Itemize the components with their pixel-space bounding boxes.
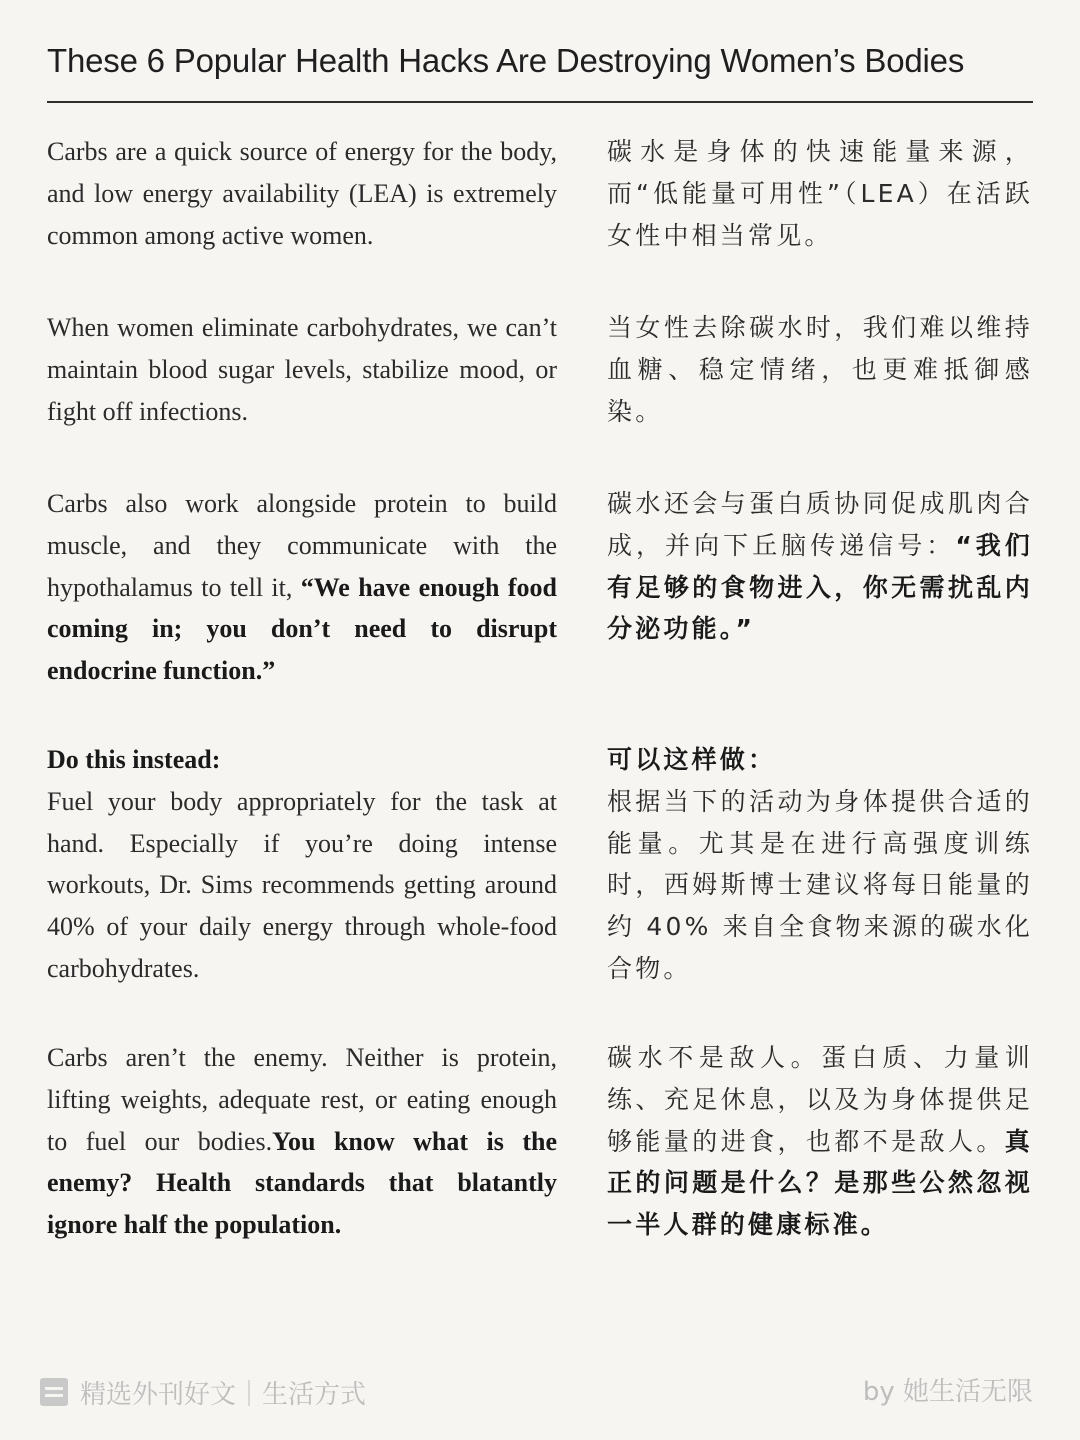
english-paragraph-4: [47, 739, 557, 990]
english-paragraph-2: When women eliminate carbohydrates, we can’t maintain blood sugar levels, stabilize mood, or fight off infections.: [47, 313, 557, 426]
chinese-advice-heading: 可以这样做：: [607, 745, 777, 774]
english-advice-heading: Do this instead:: [47, 745, 221, 774]
english-paragraph-5-emphasis: You know what is the enemy? Health standards that blatantly ignore half the population.: [47, 1126, 558, 1240]
article-title: These 6 Popular Health Hacks Are Destroying Women’s Bodies: [47, 42, 965, 79]
chinese-paragraph-4: [607, 739, 1033, 990]
footer-author: by 她生活无限: [862, 1377, 1033, 1407]
chinese-paragraph-3-quote: “我们有足够的食物进入，你无需扰乱内分泌功能。”: [607, 530, 1033, 644]
title-divider: [47, 101, 1033, 103]
chinese-paragraph-3-text: 碳水还会与蛋白质协同促成肌肉合成，并向下丘脑传递信号：: [607, 489, 1033, 560]
english-paragraph-3-text: Carbs also work alongside protein to build muscle, and they communicate with the hypothalamus to tell it,: [47, 489, 557, 602]
english-paragraph-3: [47, 483, 557, 692]
english-paragraph-1: Carbs are a quick source of energy for the body, and low energy availability (LEA) is extremely common among active women.: [47, 137, 557, 250]
chinese-paragraph-1: 碳水是身体的快速能量来源，而“低能量可用性”（LEA）在活跃女性中相当常见。: [607, 137, 1033, 250]
footer-source-label: 精选外刊好文｜生活方式: [80, 1379, 367, 1410]
english-paragraph-5: [47, 1037, 557, 1246]
english-paragraph-4-text: Fuel your body appropriately for the task at hand. Especially if you’re doing intense workouts, Dr. Sims recommends getting around 40% of your daily energy through whole-food carbohydrates.: [47, 786, 557, 983]
footer: [40, 1372, 1033, 1412]
chinese-paragraph-4-text: 根据当下的活动为身体提供合适的能量。尤其是在进行高强度训练时，西姆斯博士建议将每日能量的约 40% 来自全食物来源的碳水化合物。: [607, 786, 1033, 983]
document-icon: [40, 1378, 68, 1406]
chinese-paragraph-5-emphasis: 真正的问题是什么？是那些公然忽视一半人群的健康标准。: [607, 1126, 1033, 1240]
chinese-paragraph-5: [607, 1037, 1033, 1246]
english-paragraph-3-quote: “We have enough food coming in; you don’t need to disrupt endocrine function.”: [47, 572, 557, 686]
chinese-paragraph-5-text: 碳水不是敌人。蛋白质、力量训练、充足休息，以及为身体提供足够能量的进食，也都不是敌人。: [607, 1043, 1033, 1156]
english-paragraph-5-text: Carbs aren’t the enemy. Neither is protein, lifting weights, adequate rest, or eating enough to fuel our bodies.: [47, 1043, 557, 1156]
chinese-paragraph-3: [607, 483, 1033, 650]
footer-source: [40, 1372, 366, 1412]
chinese-paragraph-2: 当女性去除碳水时，我们难以维持血糖、稳定情绪，也更难抵御感染。: [607, 313, 1033, 426]
article-header: [47, 38, 1033, 103]
